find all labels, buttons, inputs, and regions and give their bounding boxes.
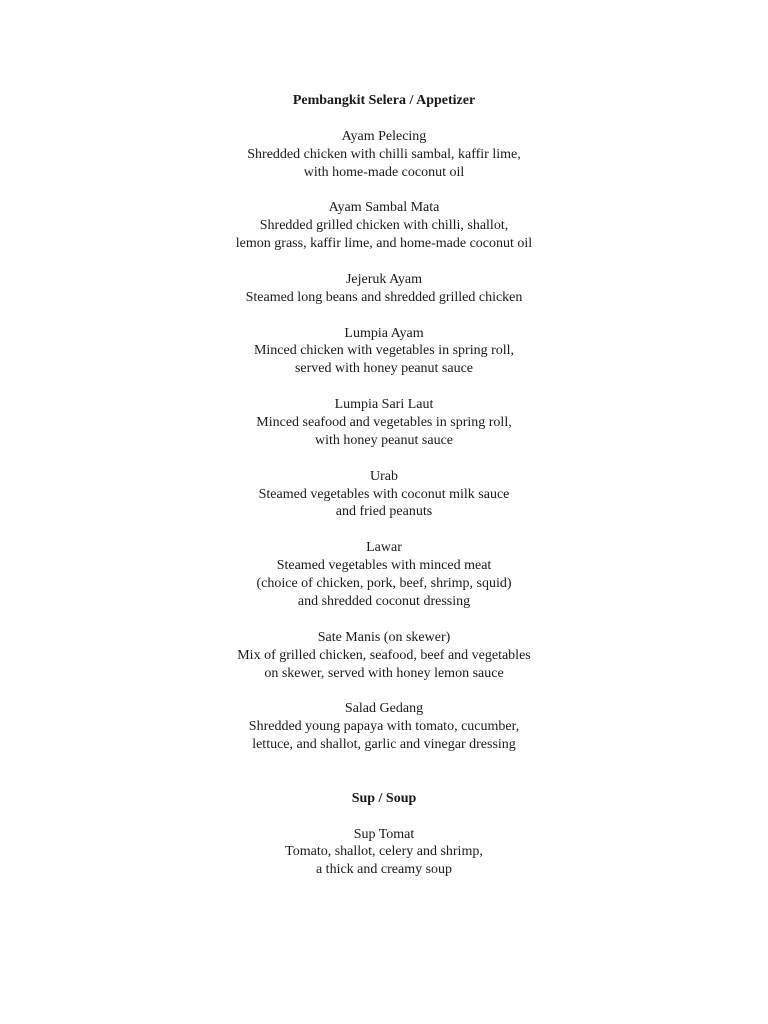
menu-item-description: on skewer, served with honey lemon sauce [264,665,504,681]
menu-item-description: with home-made coconut oil [303,164,465,180]
spacer [0,307,768,325]
menu-item-description: (choice of chicken, pork, beef, shrimp, squid) [256,576,512,592]
menu-item-description: Steamed long beans and shredded grilled chicken [245,289,523,305]
section-heading-soup: Sup / Soup [351,790,417,806]
menu-item-description: served with honey peanut sauce [294,361,474,377]
menu-item-description: Minced chicken with vegetables in spring roll, [253,343,515,359]
menu-item-name: Lumpia Ayam [344,325,424,341]
menu-item-description: Mix of grilled chicken, seafood, beef and vegetables [237,647,531,663]
spacer [0,611,768,629]
spacer [0,378,768,396]
menu-item-description: and shredded coconut dressing [297,593,471,609]
menu-item-description: Tomato, shallot, celery and shrimp, [285,844,483,860]
menu-item-description: Shredded chicken with chilli sambal, kaffir lime, [247,146,521,162]
menu-item-name: Lumpia Sari Laut [334,397,434,413]
spacer [0,521,768,539]
menu-item-name: Ayam Pelecing [341,128,427,144]
menu-item-description: Shredded young papaya with tomato, cucumber, [248,719,520,735]
menu-item-name: Sate Manis (on skewer) [317,629,451,645]
menu-item-name: Ayam Sambal Mata [328,200,440,216]
menu-item-description: with honey peanut sauce [314,432,453,448]
section-heading-appetizer: Pembangkit Selera / Appetizer [292,93,476,108]
spacer [0,181,768,199]
spacer [0,682,768,700]
menu-item-description: Shredded grilled chicken with chilli, shallot, [259,218,509,234]
spacer [0,450,768,468]
spacer [0,110,768,128]
menu-item-name: Lawar [366,540,402,556]
menu-item-description: and fried peanuts [335,504,433,520]
menu-item-name: Jejeruk Ayam [345,271,423,287]
menu-item-description: Minced seafood and vegetables in spring roll, [256,415,512,431]
menu-item-description: lettuce, and shallot, garlic and vinegar dressing [252,737,516,753]
menu-item-description: lemon grass, kaffir lime, and home-made coconut oil [235,236,533,252]
menu-item-description: a thick and creamy soup [315,862,453,878]
menu-item-name: Urab [370,468,398,484]
menu-item-name: Sup Tomat [353,826,415,842]
menu-item-description: Steamed vegetables with minced meat [276,558,492,574]
menu-item-description: Steamed vegetables with coconut milk sauce [258,486,510,502]
spacer [0,754,768,772]
spacer [0,808,768,826]
menu-item-name: Salad Gedang [344,701,424,717]
menu-content [0,92,768,879]
spacer [0,772,768,790]
spacer [0,253,768,271]
